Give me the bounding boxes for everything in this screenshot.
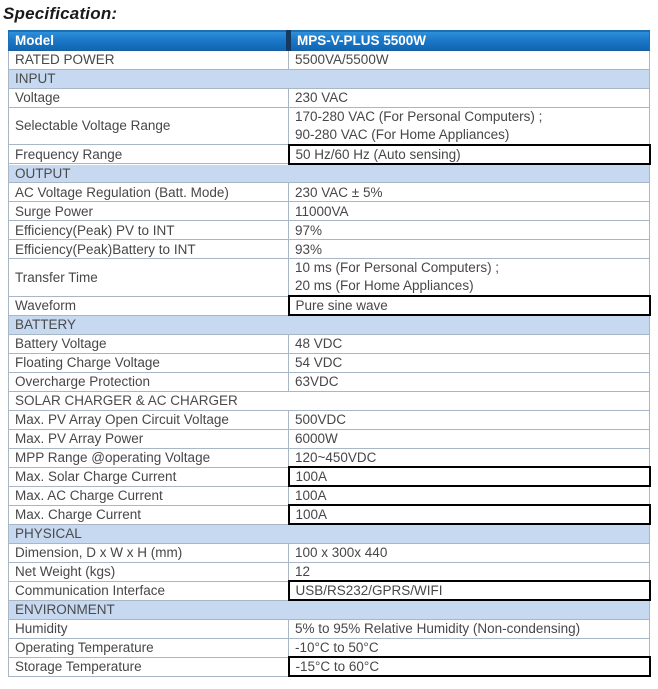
table-row — [9, 221, 650, 240]
value-line: 20 ms (For Home Appliances) — [295, 278, 474, 293]
spec-label-cell: Max. PV Array Open Circuit Voltage — [9, 410, 289, 429]
spec-label-cell: Selectable Voltage Range — [9, 107, 289, 145]
table-row — [9, 240, 650, 259]
spec-value-cell-boxed: USB/RS232/GPRS/WIFI — [289, 581, 650, 600]
section-header-cell: INPUT — [9, 69, 650, 88]
spec-value-cell — [289, 107, 650, 145]
spec-value-cell: 11000VA — [289, 202, 650, 221]
table-row — [9, 372, 650, 391]
spec-value-cell: 100A — [289, 486, 650, 505]
page-title: Specification: — [3, 4, 118, 23]
value-line: 90-280 VAC (For Home Appliances) — [295, 126, 510, 142]
section-row — [9, 69, 650, 88]
table-row — [9, 467, 650, 486]
spec-label-cell: AC Voltage Regulation (Batt. Mode) — [9, 183, 289, 202]
spec-value-cell: 48 VDC — [289, 334, 650, 353]
spec-label-cell: Max. Charge Current — [9, 505, 289, 524]
spec-value-cell — [289, 259, 650, 297]
spec-label-cell: Dimension, D x W x H (mm) — [9, 543, 289, 562]
table-row — [9, 448, 650, 467]
section-header-cell: PHYSICAL — [9, 524, 650, 543]
table-row — [9, 619, 650, 638]
table-row — [9, 429, 650, 448]
spec-value-cell: 120~450VDC — [289, 448, 650, 467]
section-row — [9, 391, 650, 410]
table-row — [9, 88, 650, 107]
spec-label-cell: Max. PV Array Power — [9, 429, 289, 448]
table-row — [9, 657, 650, 676]
section-row — [9, 164, 650, 183]
table-row — [9, 638, 650, 657]
spec-value-cell: -10°C to 50°C — [289, 638, 650, 657]
spec-label-cell: Max. AC Charge Current — [9, 486, 289, 505]
table-row — [9, 259, 650, 297]
model-header-cell: Model — [9, 31, 289, 50]
spec-label-cell: Battery Voltage — [9, 334, 289, 353]
spec-label-cell: Surge Power — [9, 202, 289, 221]
specification-table — [8, 30, 651, 677]
table-row — [9, 562, 650, 581]
value-line: 170-280 VAC (For Personal Computers) ; — [295, 108, 543, 124]
table-row — [9, 486, 650, 505]
spec-label-cell: Operating Temperature — [9, 638, 289, 657]
spec-label-cell: Storage Temperature — [9, 657, 289, 676]
spec-label-cell: Max. Solar Charge Current — [9, 467, 289, 486]
table-row — [9, 202, 650, 221]
spec-label-cell: Floating Charge Voltage — [9, 353, 289, 372]
spec-value-cell-boxed: 100A — [289, 467, 650, 486]
spec-value-cell: 5% to 95% Relative Humidity (Non-condensing) — [289, 619, 650, 638]
table-row — [9, 50, 650, 69]
table-row — [9, 334, 650, 353]
spec-label-cell: Efficiency(Peak)Battery to INT — [9, 240, 289, 259]
spec-value-cell-boxed: 50 Hz/60 Hz (Auto sensing) — [289, 145, 650, 164]
table-row — [9, 581, 650, 600]
spec-label-cell: Transfer Time — [9, 259, 289, 297]
spec-value-cell: 230 VAC — [289, 88, 650, 107]
model-value-cell: MPS-V-PLUS 5500W — [289, 31, 650, 50]
section-row — [9, 315, 650, 334]
value-line: 10 ms (For Personal Computers) ; — [295, 260, 500, 275]
spec-value-cell: 230 VAC ± 5% — [289, 183, 650, 202]
table-row — [9, 543, 650, 562]
section-row — [9, 524, 650, 543]
section-header-cell: BATTERY — [9, 315, 650, 334]
spec-label-cell: Humidity — [9, 619, 289, 638]
spec-value-cell: 100 x 300x 440 — [289, 543, 650, 562]
spec-value-cell: 500VDC — [289, 410, 650, 429]
table-row — [9, 353, 650, 372]
section-header-cell: OUTPUT — [9, 164, 650, 183]
table-row — [9, 107, 650, 145]
spec-label-cell: Net Weight (kgs) — [9, 562, 289, 581]
spec-value-cell: 63VDC — [289, 372, 650, 391]
model-header-row — [9, 31, 650, 50]
spec-label-cell: Overcharge Protection — [9, 372, 289, 391]
spec-value-cell: 6000W — [289, 429, 650, 448]
spec-label-cell: MPP Range @operating Voltage — [9, 448, 289, 467]
spec-value-cell: 97% — [289, 221, 650, 240]
table-row — [9, 183, 650, 202]
table-row — [9, 505, 650, 524]
spec-label-cell: Efficiency(Peak) PV to INT — [9, 221, 289, 240]
spec-label-cell: Frequency Range — [9, 145, 289, 164]
table-row — [9, 410, 650, 429]
spec-value-cell: 54 VDC — [289, 353, 650, 372]
spec-label-cell: Waveform — [9, 296, 289, 315]
section-row — [9, 600, 650, 619]
table-row — [9, 145, 650, 164]
spec-label-cell: Communication Interface — [9, 581, 289, 600]
table-row — [9, 296, 650, 315]
spec-value-cell: 93% — [289, 240, 650, 259]
spec-label-cell: Voltage — [9, 88, 289, 107]
spec-value-cell: 12 — [289, 562, 650, 581]
spec-value-cell-boxed: -15°C to 60°C — [289, 657, 650, 676]
spec-label-cell: RATED POWER — [9, 50, 289, 69]
section-header-cell: SOLAR CHARGER & AC CHARGER — [9, 391, 650, 410]
spec-value-cell-boxed: Pure sine wave — [289, 296, 650, 315]
spec-value-cell: 5500VA/5500W — [289, 50, 650, 69]
section-header-cell: ENVIRONMENT — [9, 600, 650, 619]
spec-tbody — [9, 31, 650, 676]
spec-value-cell-boxed: 100A — [289, 505, 650, 524]
